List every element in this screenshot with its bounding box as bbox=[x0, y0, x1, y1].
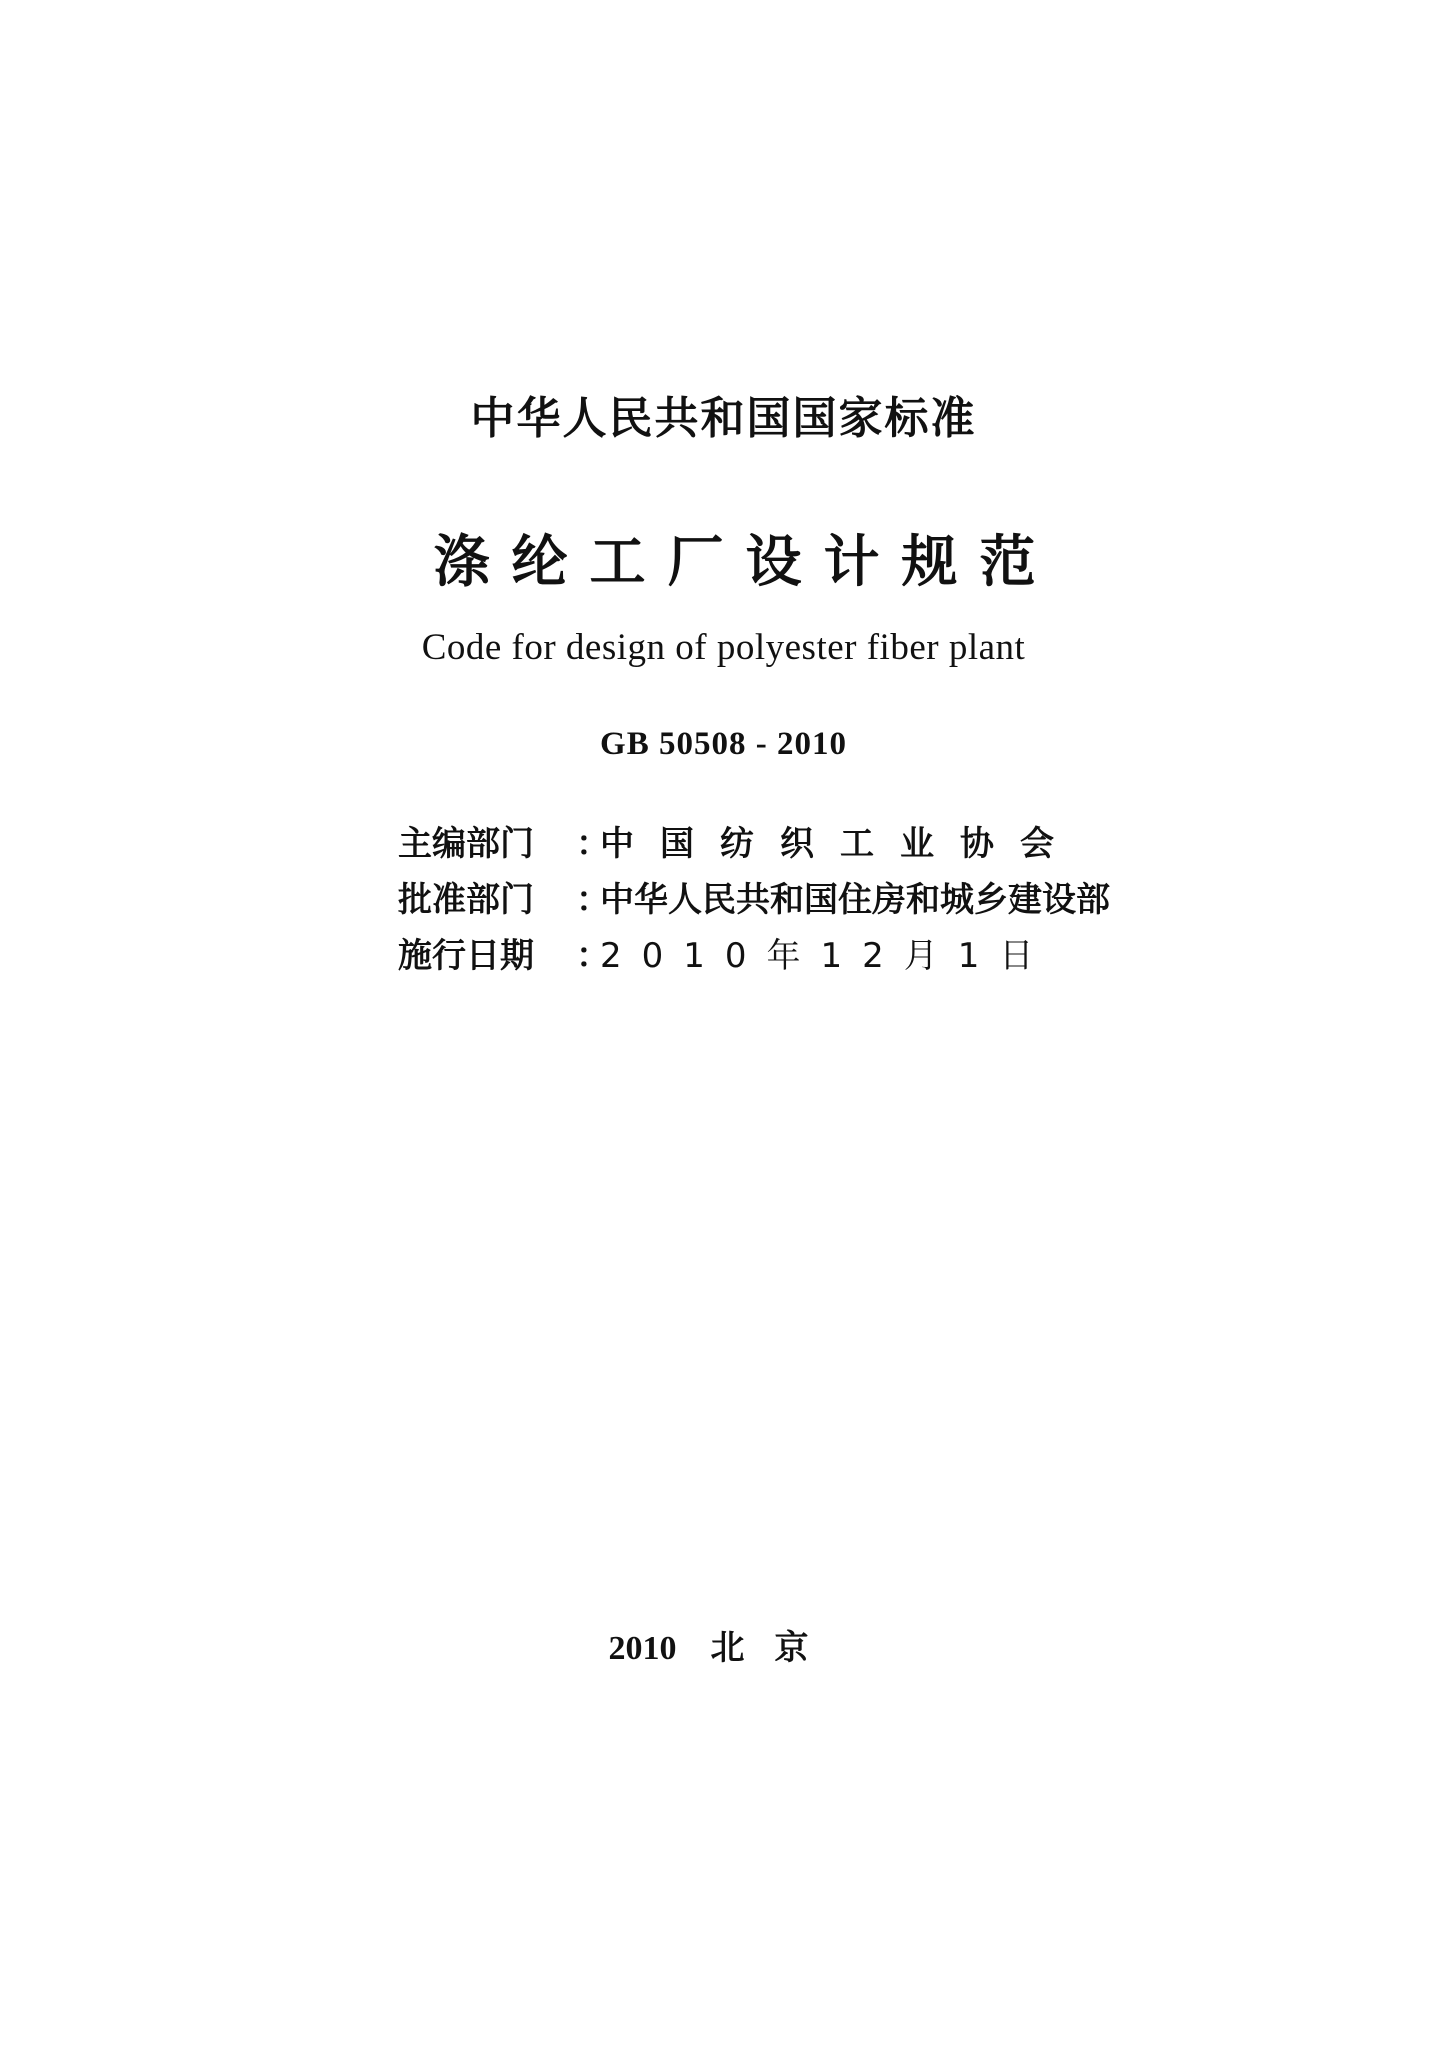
editor-value: 中国纺织工业协会 bbox=[600, 823, 1080, 864]
editor-label: 主编部门 bbox=[398, 823, 534, 864]
approver-label: 批准部门 bbox=[398, 879, 534, 920]
effective-date-label: 施行日期 bbox=[398, 935, 534, 976]
national-standard-heading: 中华人民共和国国家标准 bbox=[470, 393, 977, 444]
effective-date-row bbox=[398, 924, 1118, 980]
editor-row bbox=[398, 812, 1118, 868]
effective-date-separator: ： bbox=[576, 935, 610, 976]
imprint-year: 2010 bbox=[608, 1630, 677, 1667]
standard-code: GB 50508 - 2010 bbox=[600, 726, 847, 762]
editor-separator: ： bbox=[576, 823, 610, 864]
approver-row bbox=[398, 868, 1118, 924]
approver-separator: ： bbox=[576, 879, 610, 920]
effective-date-value: 2010年12月1日 bbox=[600, 935, 1054, 976]
chinese-title: 涤纶工厂设计规范 bbox=[433, 529, 1058, 595]
imprint-city: 北京 bbox=[710, 1628, 839, 1668]
approver-value: 中华人民共和国住房和城乡建设部 bbox=[600, 879, 1110, 920]
publication-details bbox=[398, 812, 1118, 980]
imprint bbox=[0, 1620, 1447, 1669]
english-title: Code for design of polyester fiber plant bbox=[421, 627, 1026, 668]
